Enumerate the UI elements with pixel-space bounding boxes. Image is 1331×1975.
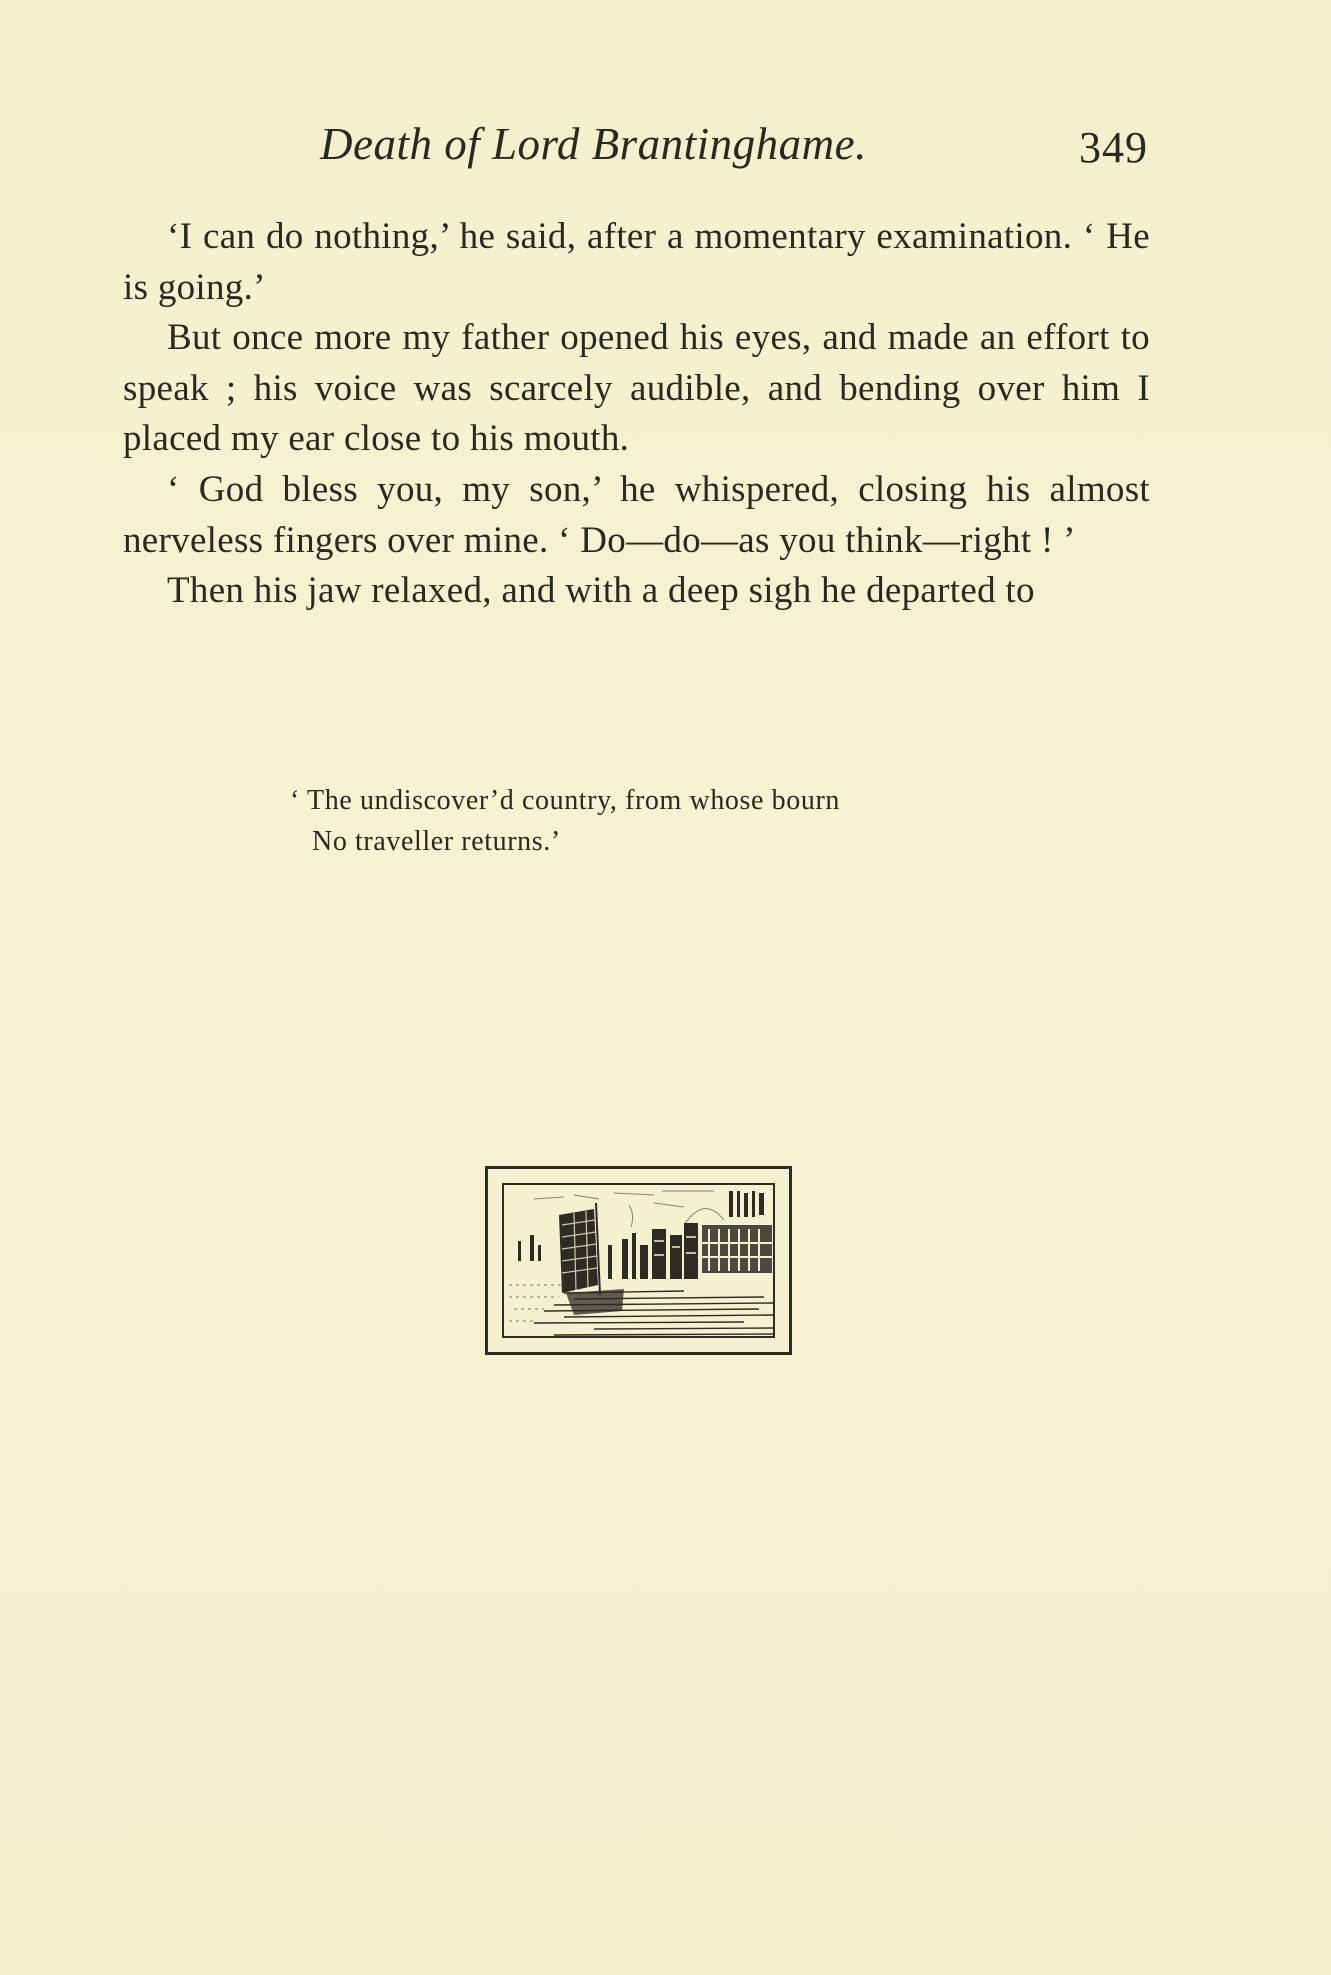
block-quotation [290,780,840,862]
ship-engraving-icon [504,1185,775,1338]
quotation-line-1: ‘ The undiscover’d country, from whose bourn [290,785,840,816]
running-head [320,118,1180,178]
paragraph-2: But once more my father opened his eyes, and made an effort to speak ; his voice was scarcely audible, and bending over him I placed my ear close to his mouth. [123,317,1150,460]
body-text [123,212,1150,617]
running-title: Death of Lord Brantinghame. [320,119,867,169]
paragraph-4: Then his jaw relaxed, and with a deep sigh he departed to [167,570,1035,612]
quotation-line-2: No traveller returns.’ [312,826,561,857]
paragraph-1: ‘I can do nothing,’ he said, after a momentary examination. ‘ He is going.’ [123,216,1150,308]
paragraph-3: ‘ God bless you, my son,’ he whispered, closing his almost nerveless fingers over mine. ‘ Do—do—as you think—right ! ’ [123,468,1150,561]
vignette-frame [502,1183,775,1338]
tailpiece-vignette [485,1166,792,1355]
page-number: 349 [1079,123,1148,172]
